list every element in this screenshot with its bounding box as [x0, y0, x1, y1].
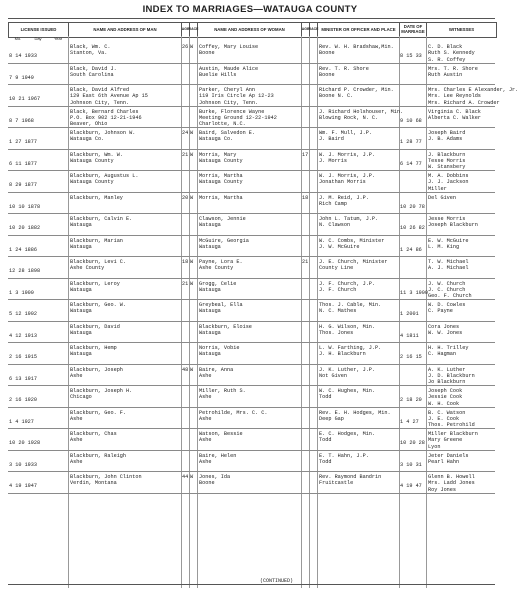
- witnesses: T. W. Michael A. J. Michael: [428, 259, 469, 272]
- license-date: 3 10 1933: [9, 461, 38, 468]
- license-date: 10 20 1928: [9, 440, 41, 446]
- man-name-address: Blackburn, Manley: [70, 194, 123, 201]
- witnesses: Jesse Morris Joseph Blackburn: [428, 216, 478, 229]
- woman-age: 17: [302, 151, 309, 158]
- minister-place: Rev. T. R. Shore Boone: [319, 65, 369, 78]
- header-man: NAME AND ADDRESS OF MAN: [69, 23, 182, 37]
- man-race: W: [190, 366, 194, 373]
- header-woman: NAME AND ADDRESS OF WOMAN: [198, 23, 302, 37]
- man-name-address: Black, Bernard Charles P.O. Box 902 12-21-1946 Beaver, Ohio: [70, 108, 142, 128]
- man-name-address: Black, David Alfred 129 East 6th Avenue Ap 15 Johnson City, Tenn.: [70, 87, 148, 106]
- man-name-address: Blackburn, John Clinton Verdin, Montana: [70, 474, 142, 487]
- marriage-date: 4 19 47: [400, 483, 422, 489]
- man-name-address: Blackburn, Leroy Watauga: [70, 280, 120, 293]
- license-date: 6 13 1917: [9, 375, 38, 382]
- license-date: 4 19 1947: [9, 483, 38, 489]
- license-date: 7 9 1949: [9, 74, 34, 81]
- woman-name-address: McGuire, Georgia Watauga: [199, 237, 249, 250]
- woman-name-address: Morris, Martha: [199, 194, 243, 201]
- marriage-index-table: [8, 42, 518, 494]
- woman-name-address: Parker, Cheryl Ann 119 Iris Circle Ap 12-23 Johnson City, Tenn.: [199, 87, 274, 106]
- woman-name-address: Jones, Ida Boone: [199, 474, 231, 487]
- man-name-address: Blackburn, Hemp Watauga: [70, 345, 117, 358]
- table-header: [8, 22, 497, 38]
- minister-place: W. J. Morris, J.P. J. Morris: [319, 151, 376, 164]
- header-date: DATE OF MARRIAGE: [400, 23, 427, 37]
- man-name-address: Blackburn, Johnson W. Watauga Co.: [70, 130, 136, 143]
- license-date: 5 12 1902: [9, 311, 38, 317]
- minister-place: Thos. J. Cable, Min. N. C. Mathes: [319, 302, 382, 315]
- man-name-address: Blackburn, Raleigh Ashe: [70, 452, 127, 465]
- license-date: 10 21 1967: [9, 96, 41, 102]
- witnesses: Virginia C. Black Alberta C. Walker: [428, 108, 481, 121]
- woman-name-address: Austin, Maude Alice Buelie Hills: [199, 65, 259, 78]
- marriage-date: 1 4 27: [400, 418, 419, 425]
- witnesses: J. Blackburn Tesse Morris W. Stansbery: [428, 151, 466, 171]
- table-row: [8, 150, 495, 172]
- table-row: [8, 171, 495, 193]
- witnesses: Del Given: [428, 194, 457, 201]
- minister-place: W. C. Hughes, Min. Todd: [319, 388, 376, 401]
- man-name-address: Blackburn, Joseph Ashe: [70, 366, 123, 379]
- man-name-address: Blackburn, Wm. W. Watauga County: [70, 151, 123, 164]
- minister-place: Rev. E. H. Hodges, Min. Deep Gap: [319, 409, 391, 422]
- marriage-date: 2 18 20: [400, 397, 422, 403]
- license-date: 1 3 1900: [9, 289, 34, 296]
- witnesses: Mrs. Charles E Alexander, Jr. Mrs. Lee Reynolds Mrs. Richard A. Crowder: [428, 87, 518, 106]
- license-date: 12 28 1898: [9, 268, 41, 274]
- man-race: W: [190, 130, 194, 136]
- table-row: [8, 214, 495, 236]
- license-date: 1 24 1886: [9, 246, 38, 253]
- woman-age: 18: [302, 194, 309, 201]
- marriage-date: 10 20 78: [400, 203, 425, 210]
- man-age: 44: [182, 474, 189, 480]
- man-name-address: Black, David J. South Carolina: [70, 65, 117, 78]
- minister-place: L. W. Farthing, J.P. J. H. Blackburn: [319, 345, 382, 358]
- subheader-year: Year: [53, 36, 63, 41]
- marriage-date: 6 14 77: [400, 160, 422, 167]
- table-row: [8, 322, 495, 344]
- table-row: [8, 300, 495, 322]
- man-name-address: Blackburn, Chas Ashe: [70, 431, 117, 444]
- table-row: [8, 429, 495, 451]
- table-row: [8, 128, 495, 150]
- license-date: 4 12 1913: [9, 332, 38, 339]
- continued-note: (CONTINUED): [260, 578, 294, 584]
- witnesses: J. W. Church J. C. Church Geo. F. Church: [428, 280, 472, 300]
- table-row: [8, 451, 495, 473]
- license-date: 2 16 1915: [9, 354, 38, 360]
- license-date: 2 16 1920: [9, 397, 38, 403]
- woman-name-address: Burke, Florence Wayne Meeting Ground 12-22-1942 Charlotte, N.C.: [199, 108, 277, 128]
- minister-place: J. Richard Holshouser, Min. Blowing Rock, N. C.: [319, 108, 404, 121]
- minister-place: W. C. Combs, Minister J. W. McGuire: [319, 237, 385, 250]
- man-age: 26: [182, 44, 189, 50]
- table-row: [8, 64, 495, 86]
- marriage-date: 9 10 68: [400, 117, 422, 124]
- bottom-rule: [8, 584, 495, 585]
- witnesses: B. C. Watson J. E. Cook Thos. Petrohild: [428, 409, 475, 429]
- license-date: 8 7 1968: [9, 117, 34, 124]
- table-row: [8, 343, 495, 365]
- man-name-address: Blackburn, Levi C. Ashe County: [70, 259, 127, 272]
- man-name-address: Blackburn, Calvin E. Watauga: [70, 216, 133, 229]
- man-age: 24: [182, 130, 189, 136]
- header-age-man: AGE: [182, 23, 190, 37]
- marriage-date: 11 3 1900: [400, 289, 429, 296]
- man-name-address: Blackburn, David Watauga: [70, 323, 120, 336]
- man-age: 48: [182, 366, 189, 373]
- woman-name-address: Baird, Salvedon E. Watauga Co.: [199, 130, 256, 143]
- minister-place: E. T. Hahn, J.P. Todd: [319, 452, 369, 465]
- man-age: 20: [182, 194, 189, 201]
- header-witnesses: WITNESSES: [448, 26, 475, 32]
- woman-name-address: Grogg, Celie Watauga: [199, 280, 237, 293]
- man-race: W: [190, 151, 194, 158]
- table-row: [8, 236, 495, 258]
- page-title: INDEX TO MARRIAGES—WATAUGA COUNTY: [142, 4, 358, 15]
- woman-name-address: Miller, Ruth S. Ashe: [199, 388, 246, 401]
- man-age: 21: [182, 151, 189, 158]
- header-race-woman: RACE: [310, 23, 318, 37]
- woman-name-address: Petrohilde, Mrs. C. C. Ashe: [199, 409, 268, 422]
- witnesses: Miller Blackburn Mary Greene Lyon: [428, 431, 478, 450]
- woman-name-address: Greybeal, Ella Watauga: [199, 302, 243, 315]
- minister-place: Wm. F. Mull, J.P. J. Baird: [319, 130, 372, 143]
- header-license: LICENSE ISSUED: [9, 23, 69, 37]
- top-rule: [8, 18, 495, 19]
- table-row: [8, 472, 495, 494]
- marriage-date: 10 26 82: [400, 225, 425, 231]
- license-date: 1 4 1927: [9, 418, 34, 425]
- witnesses: Joseph Baird J. B. Adams: [428, 130, 466, 143]
- marriage-date: 3 10 31: [400, 461, 422, 468]
- woman-name-address: Baire, Anna Ashe: [199, 366, 234, 379]
- minister-place: J. E. Church, Minister County Line: [319, 259, 388, 272]
- witnesses: C. D. Black Ruth S. Kennedy S. R. Coffey: [428, 44, 475, 63]
- minister-place: Rev. W. H. Bradshaw,Min. Boone: [319, 44, 394, 57]
- license-date: 8 29 1877: [9, 182, 38, 188]
- woman-name-address: Morris, Martha Watauga County: [199, 173, 243, 186]
- man-age: 21: [182, 280, 189, 287]
- table-row: [8, 365, 495, 387]
- witnesses: E. W. McGuire L. M. King: [428, 237, 469, 250]
- woman-name-address: Clawson, Jennie Watauga: [199, 216, 246, 229]
- witnesses: Mrs. T. R. Shore Ruth Austin: [428, 65, 478, 78]
- table-row: [8, 85, 518, 107]
- witnesses: Glenn B. Howell Mrs. Ladd Jones Roy Jones: [428, 474, 475, 493]
- marriage-date: 4 1811: [400, 332, 419, 339]
- table-row: [8, 257, 495, 279]
- marriage-date: 1 28 77: [400, 139, 422, 145]
- minister-place: H. G. Wilson, Min. Thos. Jones: [319, 323, 376, 336]
- license-subheader: [8, 36, 68, 41]
- woman-name-address: Baire, Helen Ashe: [199, 452, 237, 465]
- header-race-man: RACE: [190, 23, 198, 37]
- man-race: W: [190, 44, 194, 50]
- minister-place: Richard P. Crowder, Min. Boone N. C.: [319, 87, 394, 100]
- witnesses: Cora Jones W. W. Jones: [428, 323, 463, 336]
- subheader-day: Day: [34, 36, 42, 41]
- man-name-address: Blackburn, Augustus L. Watauga County: [70, 173, 139, 186]
- man-race: W: [190, 259, 194, 265]
- woman-name-address: Payne, Lora E. Ashe County: [199, 259, 243, 272]
- man-name-address: Blackburn, Joseph H. Chicago: [70, 388, 133, 401]
- woman-name-address: Norris, Vobie Watauga: [199, 345, 240, 358]
- man-race: W: [190, 194, 194, 201]
- man-name-address: Blackburn, Geo. F. Ashe: [70, 409, 127, 422]
- table-row: [8, 107, 495, 129]
- man-age: 18: [182, 259, 189, 265]
- woman-name-address: Coffey, Mary Louise Boone: [199, 44, 259, 57]
- minister-place: John L. Tatum, J.P. N. Clawson: [319, 216, 379, 229]
- marriage-date: 8 15 33: [400, 53, 422, 59]
- witnesses: A. K. Luther J. D. Blackburn Jo Blackburn: [428, 366, 475, 386]
- woman-age: 21: [302, 259, 309, 265]
- license-date: 1 27 1877: [9, 139, 38, 145]
- license-date: 8 14 1933: [9, 53, 38, 59]
- man-name-address: Black, Wm. C. Stanton, Va.: [70, 44, 111, 57]
- minister-place: E. C. Hodges, Min. Todd: [319, 431, 376, 444]
- table-row: [8, 193, 495, 215]
- man-race: W: [190, 474, 194, 480]
- table-row: [8, 42, 495, 64]
- header-age-woman: AGE: [302, 23, 310, 37]
- witnesses: H. H. Trilley C. Hagman: [428, 345, 469, 358]
- table-row: [8, 279, 495, 301]
- marriage-date: 1 2001: [400, 311, 419, 317]
- license-date: 10 20 1882: [9, 225, 41, 231]
- woman-name-address: Blackburn, Eloise Watauga: [199, 323, 252, 336]
- man-race: W: [190, 280, 194, 287]
- man-name-address: Blackburn, Geo. W. Watauga: [70, 302, 127, 315]
- minister-place: J. K. Luther, J.P. Not Given: [319, 366, 376, 379]
- witnesses: Joseph Cook Jessie Cook W. H. Cook: [428, 388, 463, 407]
- license-date: 6 11 1877: [9, 160, 38, 167]
- minister-place: J. F. Church, J.P. J. F. Church: [319, 280, 376, 293]
- man-name-address: Blackburn, Marian Watauga: [70, 237, 123, 250]
- witnesses: M. A. Dobbins J. J. Jackson Miller: [428, 173, 469, 192]
- minister-place: W. J. Morris, J.P. Jonathan Morris: [319, 173, 376, 186]
- header-minister: MINISTER OR OFFICER AND PLACE: [318, 23, 400, 37]
- witnesses: Jeter Daniels Pearl Hahn: [428, 452, 469, 465]
- marriage-date: 1 24 86: [400, 246, 422, 253]
- woman-name-address: Watson, Bessie Ashe: [199, 431, 243, 444]
- license-date: 10 10 1878: [9, 203, 41, 210]
- marriage-date: 10 20 28: [400, 440, 425, 446]
- witnesses: W. D. Cowles C. Payne: [428, 302, 466, 315]
- subheader-month: Mo.: [14, 36, 22, 41]
- woman-name-address: Morris, Mary Watauga County: [199, 151, 243, 164]
- marriage-date: 2 16 15: [400, 354, 422, 360]
- table-row: [8, 408, 495, 430]
- minister-place: Rev. Raymond Bandrin Fruitcastle: [319, 474, 382, 487]
- minister-place: J. M. Reid, J.P. Rich Camp: [319, 194, 369, 207]
- table-row: [8, 386, 495, 408]
